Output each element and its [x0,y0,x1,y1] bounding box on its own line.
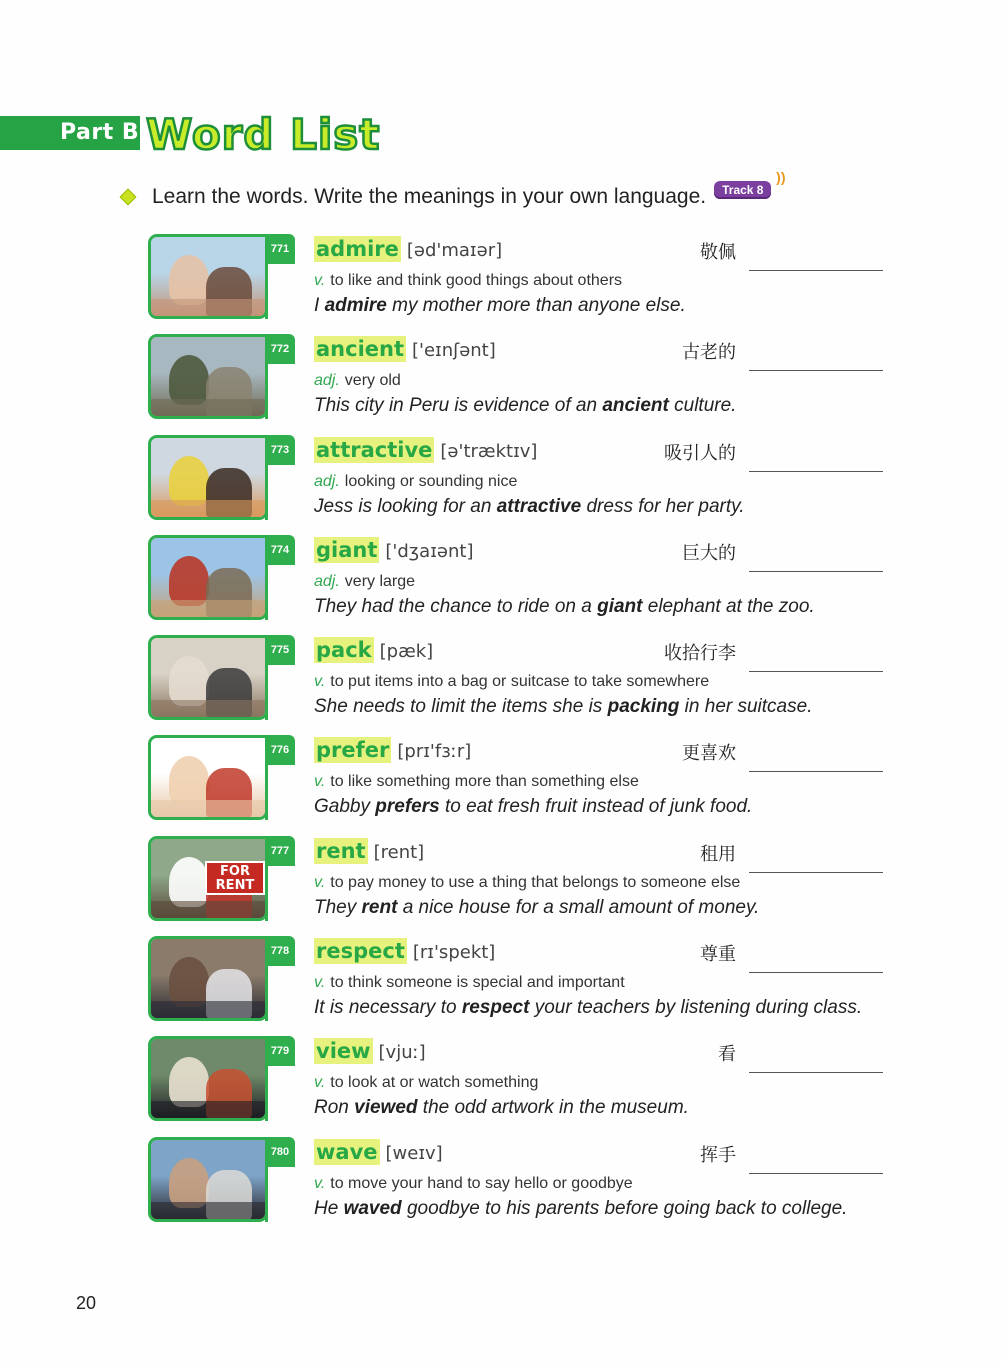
pronunciation: [ə'træktɪv] [440,440,538,462]
meaning-write-line[interactable] [749,771,883,772]
example-sentence: I admire my mother more than anyone else. [314,295,686,316]
entry-number: 771 [265,234,295,264]
elephant-ride-photo [148,535,268,620]
meaning-write-line[interactable] [749,972,883,973]
part-of-speech: v. [314,974,326,992]
for-rent-sign-photo [148,836,268,921]
part-label: Part B [0,116,140,150]
part-of-speech: adj. [314,572,340,590]
pronunciation: [rɪ'spekt] [412,942,496,964]
woman-shopping-photo [148,435,268,520]
instruction [118,169,786,212]
vocab-word: admire [316,237,399,261]
bullet-diamond-icon [120,189,137,206]
vocab-word: respect [316,939,405,964]
example-sentence: She needs to limit the items she is packing in her suitcase. [314,696,813,718]
vocab-word: wave [316,1139,378,1164]
word-header [314,1139,443,1169]
entry-number: 772 [265,334,295,364]
part-of-speech: adj. [314,472,340,490]
word-entry [148,836,908,936]
example-sentence: They rent a nice house for a small amount of money. [314,896,760,918]
definition [314,773,639,791]
for-rent-sign [205,861,265,895]
example-keyword: prefers [375,796,440,818]
definition [314,573,415,591]
word-header [314,437,537,467]
translation: 吸引人的 [664,442,736,464]
vocab-word: view [316,1039,371,1064]
definition-text: very large [344,572,416,590]
page-title: Word List [146,110,381,159]
definition-text: to put items into a bag or suitcase to take somewhere [330,673,710,691]
meaning-write-line[interactable] [749,1173,883,1174]
example-keyword: giant [597,595,643,617]
vocab-word: attractive [316,437,433,462]
example-sentence: It is necessary to respect your teachers by listening during class. [314,997,863,1019]
translation: 巨大的 [682,542,736,564]
meaning-write-line[interactable] [749,571,883,572]
entry-number: 779 [265,1036,295,1066]
meaning-write-line[interactable] [749,270,883,271]
definition-text: to think someone is special and important [330,974,625,992]
pronunciation: [weɪv] [385,1142,443,1164]
meaning-write-line[interactable] [749,1072,883,1073]
word-entry [148,334,908,434]
meaning-write-line[interactable] [749,872,883,873]
example-sentence: This city in Peru is evidence of an ancient culture. [314,395,737,417]
example-sentence: Ron viewed the odd artwork in the museum. [314,1097,689,1119]
definition-text: to like and think good things about others [330,272,623,289]
word-entry [148,936,908,1036]
translation: 尊重 [700,944,736,966]
definition [314,974,625,992]
word-list [148,234,908,1237]
part-of-speech: v. [314,272,326,289]
meaning-write-line[interactable] [749,471,883,472]
word-entry [148,535,908,635]
instruction-text: Learn the words. Write the meanings in your own language. [152,185,707,208]
example-keyword: ancient [602,395,669,417]
example-keyword: viewed [354,1097,418,1119]
example-keyword: packing [607,696,680,718]
entry-number: 775 [265,635,295,665]
word-header [314,838,424,868]
word-header [314,236,502,266]
translation: 租用 [700,843,736,865]
entry-number: 773 [265,435,295,465]
pronunciation: ['eɪnʃənt] [412,340,496,362]
pronunciation: [əd'maɪər] [406,240,503,261]
translation: 看 [718,1044,736,1066]
definition-text: to move your hand to say hello or goodbye [330,1174,633,1192]
definition [314,473,517,491]
word-header [314,537,473,567]
sign-text-2: RENT [215,877,255,893]
word-entry [148,435,908,535]
word-header [314,1038,426,1068]
two-women-photo [148,234,268,319]
business-meeting-photo [148,936,268,1021]
man-watching-tv-photo [148,1036,268,1121]
definition-text: looking or sounding nice [344,472,518,490]
entry-number: 776 [265,735,295,765]
definition [314,673,709,691]
audio-signal-icon: )) [776,169,786,185]
word-header [314,938,495,968]
pronunciation: ['dʒaɪənt] [385,540,474,562]
word-entry [148,635,908,735]
vocab-word: prefer [316,738,390,763]
packing-suitcase-photo [148,635,268,720]
word-entry [148,234,908,334]
girl-apple-photo [148,735,268,820]
definition-text: to like something more than something else [330,773,639,791]
entry-number: 777 [265,836,295,866]
example-keyword: waved [343,1197,402,1219]
definition-text: to look at or watch something [330,1074,539,1092]
mountain-ruins-photo [148,334,268,419]
translation: 更喜欢 [682,743,736,765]
pronunciation: [rent] [373,841,425,863]
entry-number: 780 [265,1137,295,1167]
vocab-word: rent [316,838,366,863]
part-of-speech: adj. [314,372,340,390]
word-header [314,637,433,667]
word-header [314,336,496,366]
entry-number: 778 [265,936,295,966]
word-entry [148,1036,908,1136]
vocab-word: pack [316,638,372,663]
translation: 古老的 [682,342,736,364]
part-of-speech: v. [314,1074,326,1092]
example-sentence: Gabby prefers to eat fresh fruit instead of junk food. [314,796,753,818]
part-of-speech: v. [314,873,326,891]
word-entry [148,1137,908,1237]
pronunciation: [pæk] [379,641,434,663]
example-sentence: Jess is looking for an attractive dress for her party. [314,495,745,517]
word-entry [148,735,908,835]
pronunciation: [prɪ'fɜːr] [397,741,472,763]
vocab-word: giant [316,537,378,562]
example-keyword: admire [324,295,387,316]
example-sentence: He waved goodbye to his parents before going back to college. [314,1197,848,1219]
translation: 敬佩 [700,242,736,263]
entry-number: 774 [265,535,295,565]
audio-track-button[interactable] [714,169,786,199]
definition [314,1175,633,1193]
definition-text: to pay money to use a thing that belongs to someone else [330,873,741,891]
meaning-write-line[interactable] [749,671,883,672]
definition [314,272,622,290]
vocab-word: ancient [316,337,404,362]
track-label: Track 8 [722,183,764,197]
meaning-write-line[interactable] [749,370,883,371]
page-number: 20 [76,1293,97,1313]
part-of-speech: v. [314,1174,326,1192]
translation: 挥手 [700,1144,736,1166]
definition [314,874,740,892]
definition-text: very old [344,372,401,390]
definition [314,372,401,390]
example-keyword: attractive [496,495,582,517]
sign-text-1: FOR [220,863,250,879]
example-keyword: rent [361,896,398,918]
part-of-speech: v. [314,773,326,791]
part-of-speech: v. [314,673,326,691]
translation: 收拾行李 [664,643,736,665]
definition [314,1074,538,1092]
man-waving-car-photo [148,1137,268,1222]
pronunciation: [vjuː] [378,1042,426,1064]
example-keyword: respect [461,997,530,1019]
word-header [314,737,471,767]
example-sentence: They had the chance to ride on a giant elephant at the zoo. [314,595,815,617]
